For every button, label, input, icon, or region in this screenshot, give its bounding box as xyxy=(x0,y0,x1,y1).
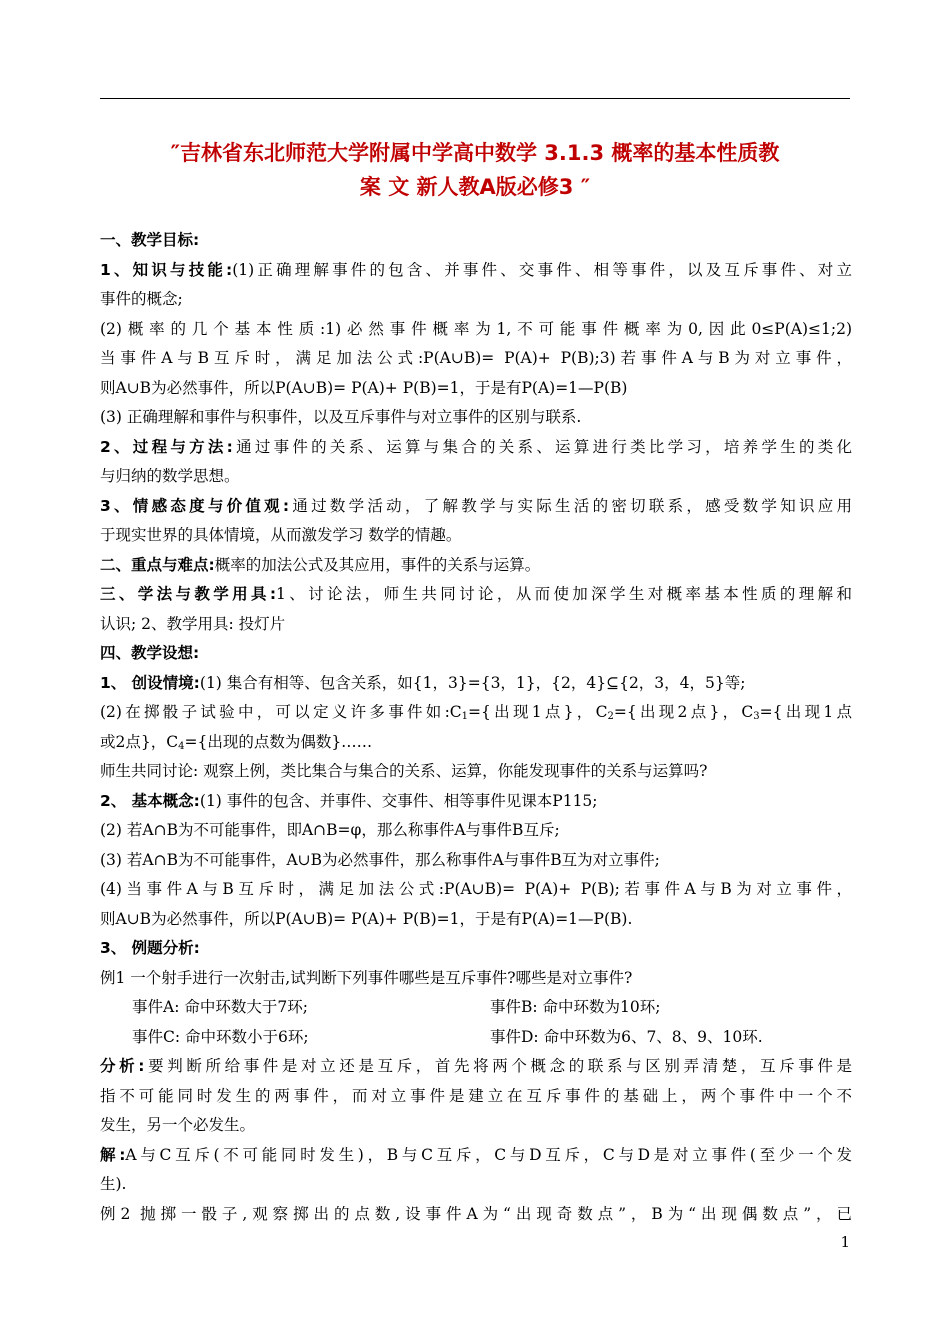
analysis-line: 分析:要判断所给事件是对立还是互斥，首先将两个概念的联系与区别弄清楚，互斥事件是 xyxy=(100,1057,852,1075)
example-1: 例1 一个射手进行一次射击,试判断下列事件哪些是互斥事件?哪些是对立事件? xyxy=(100,968,633,987)
solution-line: 解:A与C互斥(不可能同时发生)，B与C互斥，C与D互斥，C与D是对立事件(至少一个发 xyxy=(100,1145,852,1164)
concept-line-3: (3) 若A∩B为不可能事件，A∪B为必然事件，那么称事件A与事件B互为对立事件; xyxy=(100,850,660,869)
event-c: 事件C: 命中环数小于6环; xyxy=(132,1027,309,1046)
section-3-line-2: 认识; 2、教学用具: 投灯片 xyxy=(100,614,286,633)
event-d: 事件D: 命中环数为6、7、8、9、10环. xyxy=(490,1027,763,1046)
section-1-heading: 一、教学目标: xyxy=(100,231,200,249)
event-row-2 xyxy=(100,1023,852,1053)
property-line-2: 当事件A与B互斥时，满足加法公式:P(A∪B)= P(A)+ P(B);3)若事件A与B为对立事件， xyxy=(100,349,852,367)
solution-line-2: 生). xyxy=(100,1175,127,1193)
page-number: 1 xyxy=(840,1233,850,1251)
title-line-2: 案 文 新人教A版必修3 ″ xyxy=(359,175,591,199)
analysis-line-2: 指不可能同时发生的两事件，而对立事件是建立在互斥事件的基础上，两个事件中一个不 xyxy=(100,1086,852,1105)
scenario-line-2: (2)在掷骰子试验中，可以定义许多事件如$:C_1=${出现1点}，$C_2=${出现2点}，$C_3=${出现1点 xyxy=(100,703,852,722)
emotion-line: 3、情感态度与价值观:通过数学活动，了解教学与实际生活的密切联系，感受数学知识应用 xyxy=(100,496,852,515)
property-line-3: 则A∪B为必然事件，所以P(A∪B)= P(A)+ P(B)=1，于是有P(A)=1—P(B) xyxy=(100,378,628,397)
section-2-line: 二、重点与难点:概率的加法公式及其应用，事件的关系与运算。 xyxy=(100,555,541,574)
knowledge-line-2: 事件的概念; xyxy=(100,290,183,308)
concept-line-4: (4)当事件A与B互斥时，满足加法公式:P(A∪B)= P(A)+ P(B);若事件A与B为对立事件， xyxy=(100,880,852,898)
header-rule xyxy=(100,98,850,99)
document-body xyxy=(100,226,852,1229)
event-row-1 xyxy=(100,993,852,1023)
concept-line-5: 则A∪B为必然事件，所以P(A∪B)= P(A)+ P(B)=1，于是有P(A)=1—P(B). xyxy=(100,909,633,928)
event-b: 事件B: 命中环数为10环; xyxy=(490,998,661,1016)
analysis-line-3: 发生，另一个必发生。 xyxy=(100,1116,256,1134)
scenario-line: 1、 创设情境:(1) 集合有相等、包含关系，如{1，3}={3，1}，{2，4}⊆{2，3，4，5}等; xyxy=(100,673,746,692)
process-line-2: 与归纳的数学思想。 xyxy=(100,467,240,485)
example-2: 例2 抛掷一骰子,观察掷出的点数,设事件A为“出现奇数点”，B为“出现偶数点”，已 xyxy=(100,1204,852,1223)
knowledge-line: 1、知识与技能:(1)正确理解事件的包含、并事件、交事件、相等事件，以及互斥事件、对立 xyxy=(100,260,852,279)
section-4-heading: 四、教学设想: xyxy=(100,644,200,662)
property-line-1: (2)概率的几个基本性质:1)必然事件概率为1,不可能事件概率为0,因此0≤P(A)≤1;2) xyxy=(100,319,852,338)
section-3-line: 三、学法与教学用具:1、讨论法，师生共同讨论，从而使加深学生对概率基本性质的理解和 xyxy=(100,585,852,603)
concept-line-2: (2) 若A∩B为不可能事件，即A∩B=φ，那么称事件A与事件B互斥; xyxy=(100,821,560,839)
examples-heading: 3、 例题分析: xyxy=(100,939,200,957)
scenario-line-3: 或2点}，$C_4=${出现的点数为偶数}…… xyxy=(100,732,373,752)
concept-line: 2、 基本概念:(1) 事件的包含、并事件、交事件、相等事件见课本P115; xyxy=(100,791,598,810)
emotion-line-2: 于现实世界的具体情境，从而激发学习 数学的情趣。 xyxy=(100,526,462,544)
document-title xyxy=(100,136,850,204)
title-line-1: ″吉林省东北师范大学附属中学高中数学 3.1.3 概率的基本性质教 xyxy=(170,141,780,165)
property-line-4: (3) 正确理解和事件与积事件，以及互斥事件与对立事件的区别与联系. xyxy=(100,408,582,426)
process-line: 2、过程与方法:通过事件的关系、运算与集合的关系、运算进行类比学习，培养学生的类化 xyxy=(100,437,852,456)
scenario-line-4: 师生共同讨论: 观察上例，类比集合与集合的关系、运算，你能发现事件的关系与运算吗? xyxy=(100,762,708,780)
event-a: 事件A: 命中环数大于7环; xyxy=(132,998,308,1016)
